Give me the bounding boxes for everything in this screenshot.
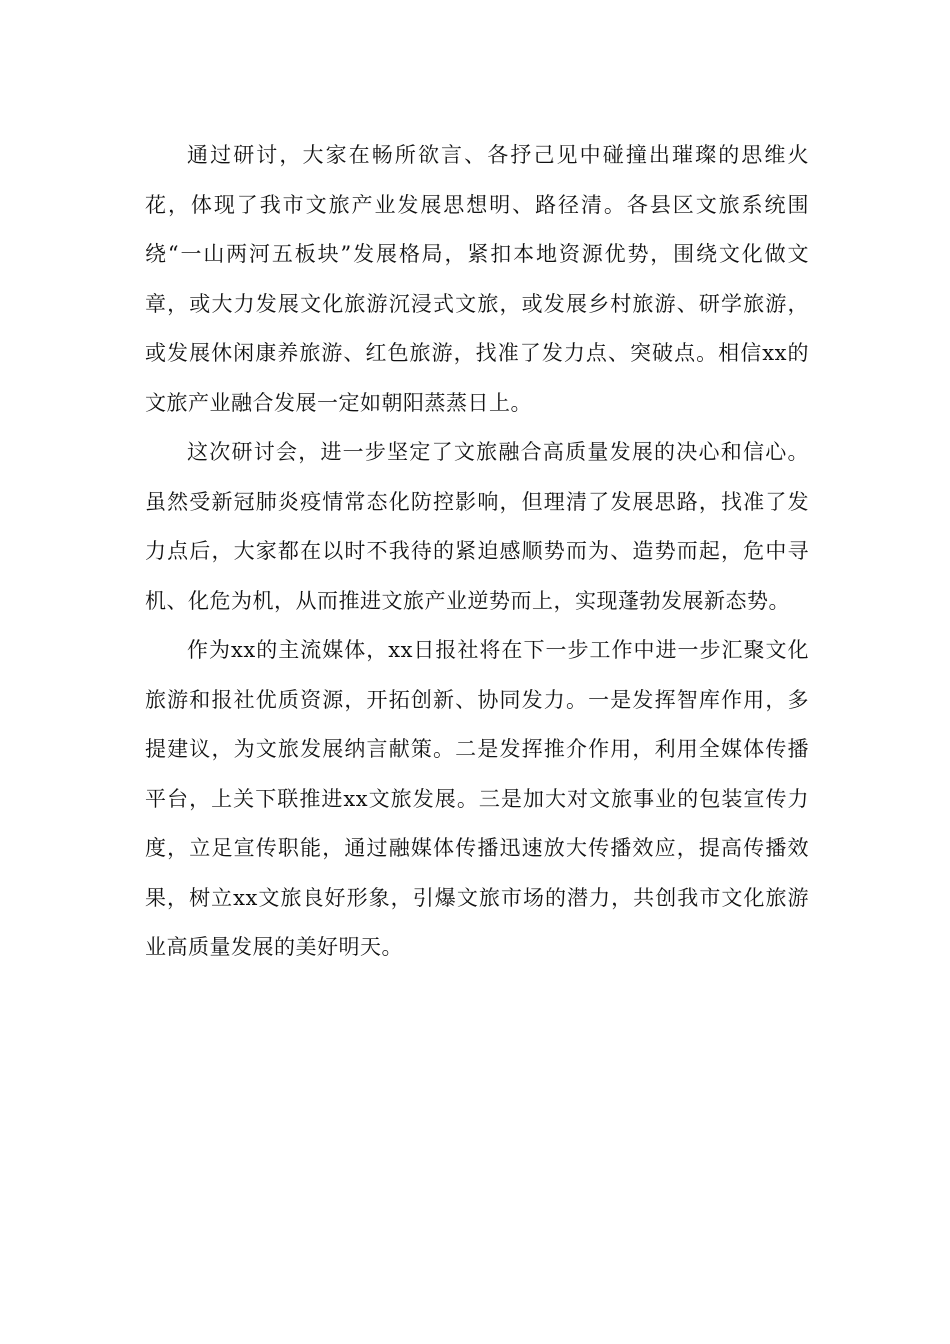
paragraph-3: 作为xx的主流媒体，xx日报社将在下一步工作中进一步汇聚文化旅游和报社优质资源，开拓创新、协同发力。一是发挥智库作用，多提建议，为文旅发展纳言献策。二是发挥推介作用，利用全媒体传播平台，上关下联推进xx文旅发展。三是加大对文旅事业的包装宣传力度，立足宣传职能，通过融媒体传播迅速放大传播效应，提高传播效果，树立xx文旅良好形象，引爆文旅市场的潜力，共创我市文化旅游业高质量发展的美好明天。 bbox=[145, 638, 809, 959]
paragraph-2: 这次研讨会，进一步坚定了文旅融合高质量发展的决心和信心。虽然受新冠肺炎疫情常态化防控影响，但理清了发展思路，找准了发力点后，大家都在以时不我待的紧迫感顺势而为、造势而起，危中寻机、化危为机，从而推进文旅产业逆势而上，实现蓬勃发展新态势。 bbox=[145, 440, 809, 613]
document-body bbox=[145, 131, 809, 973]
paragraph-1: 通过研讨，大家在畅所欲言、各抒己见中碰撞出璀璨的思维火花，体现了我市文旅产业发展思想明、路径清。各县区文旅系统围绕“一山两河五板块”发展格局，紧扣本地资源优势，围绕文化做文章，或大力发展文化旅游沉浸式文旅，或发展乡村旅游、研学旅游，或发展休闲康养旅游、红色旅游，找准了发力点、突破点。相信xx的文旅产业融合发展一定如朝阳蒸蒸日上。 bbox=[145, 143, 809, 415]
